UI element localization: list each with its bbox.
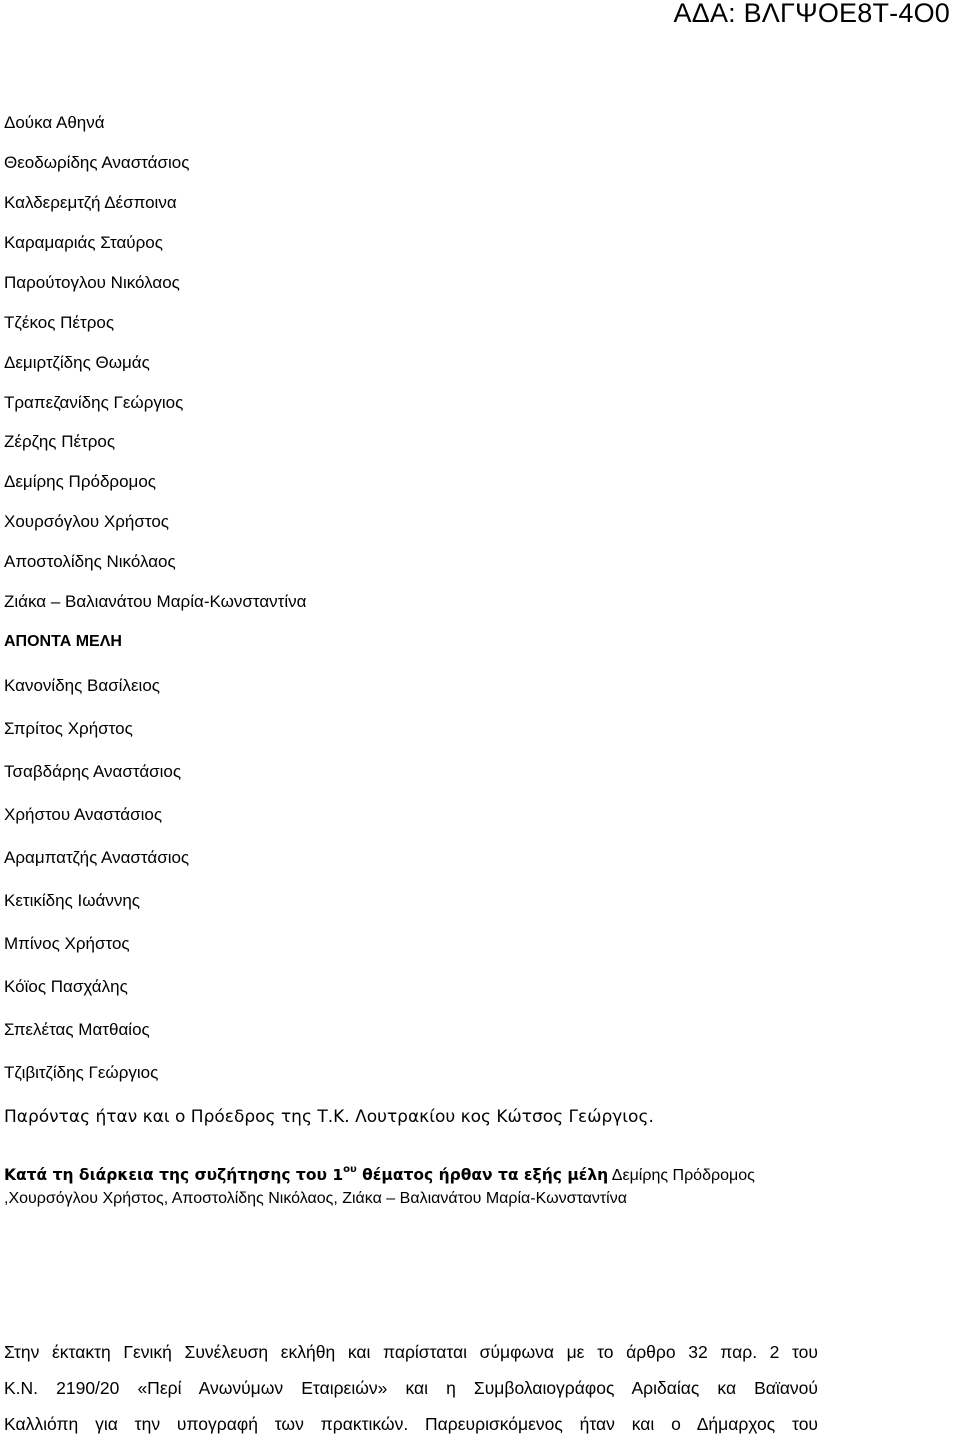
present-member: Χουρσόγλου Χρήστος (4, 512, 170, 531)
absent-heading: ΑΠΟΝΤΑ ΜΕΛΗ (4, 633, 122, 650)
present-member: Δεμιρτζίδης Θωμάς (4, 353, 150, 372)
absent-member: Αραμπατζής Αναστάσιος (4, 848, 190, 867)
ordinal-suffix: ου (343, 1164, 357, 1175)
present-member: Παρούτογλου Νικόλαος (4, 273, 180, 292)
notary-line: Κ.Ν. 2190/20 «Περί Ανωνύμων Εταιρειών» και η Συμβολαιογράφος Αριδαίας κα Βαϊανού (4, 1378, 818, 1398)
present-member: Ζιάκα – Βαλιανάτου Μαρία-Κωνσταντίνα (4, 592, 307, 611)
ada-code: ΑΔΑ: ΒΛΓΨΟΕ8Τ-4Ο0 (673, 0, 950, 28)
discussion-intro-text: Κατά τη διάρκεια της συζήτησης του 1 (4, 1166, 344, 1184)
notary-paragraph (4, 1334, 818, 1442)
present-member: Θεοδωρίδης Αναστάσιος (4, 153, 190, 172)
notary-line: Στην έκτακτη Γενική Συνέλευση εκλήθη και παρίσταται σύμφωνα με το άρθρο 32 παρ. 2 του (4, 1342, 818, 1362)
discussion-intro-end: θέματος ήρθαν τα εξής μέλη (356, 1166, 609, 1184)
president-presence-note: Παρόντας ήταν και ο Πρόεδρος της Τ.Κ. Λουτρακίου κος Κώτσος Γεώργιος. (4, 1107, 654, 1127)
discussion-intro (4, 1166, 608, 1184)
absent-member: Τσαβδάρης Αναστάσιος (4, 762, 182, 781)
absent-member: Σπελέτας Ματθαίος (4, 1020, 150, 1039)
absent-member: Σπρίτος Χρήστος (4, 719, 133, 738)
present-member: Τζέκος Πέτρος (4, 313, 115, 332)
absent-member: Μπίνος Χρήστος (4, 934, 130, 953)
present-member: Αποστολίδης Νικόλαος (4, 552, 176, 571)
absent-member: Κετικίδης Ιωάννης (4, 891, 140, 910)
present-member: Δεμίρης Πρόδρομος (4, 472, 156, 491)
absent-member: Κόϊος Πασχάλης (4, 977, 128, 996)
notary-line: Καλλιόπη για την υπογραφή των πρακτικών. Παρευρισκόμενος ήταν και ο Δήμαρχος του (4, 1414, 818, 1434)
late-arrivals-paragraph (4, 1158, 824, 1210)
present-member: Δούκα Αθηνά (4, 113, 105, 132)
present-member: Τραπεζανίδης Γεώργιος (4, 393, 184, 412)
absent-member: Τζιβιτζίδης Γεώργιος (4, 1063, 159, 1082)
present-member: Καλδερεμτζή Δέσποινα (4, 193, 177, 212)
present-member: Ζέρζης Πέτρος (4, 432, 116, 451)
present-member: Καραμαριάς Σταύρος (4, 233, 163, 252)
absent-member: Χρήστου Αναστάσιος (4, 805, 163, 824)
absent-member: Κανονίδης Βασίλειος (4, 676, 160, 695)
late-members: Δεμίρης Πρόδρομος ,Χουρσόγλου Χρήστος, Αποστολίδης Νικόλαος, Ζιάκα – Βαλιανάτου Μαρία-Κωνσταντίνα (4, 1167, 755, 1207)
